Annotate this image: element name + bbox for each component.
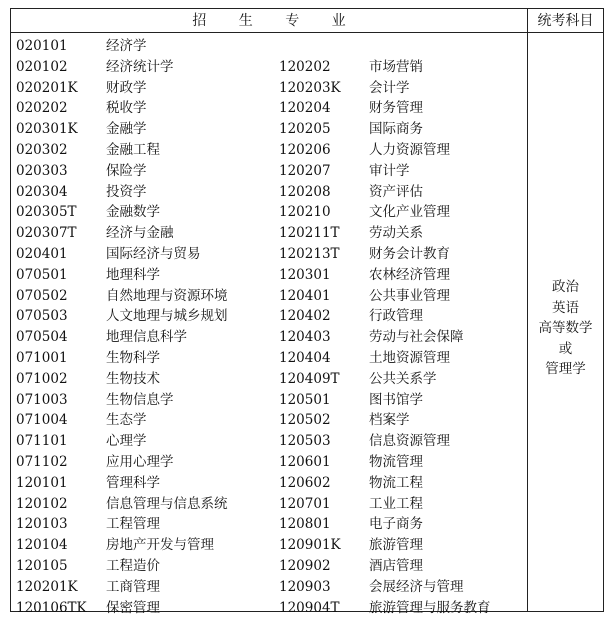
major-name: 金融学: [106, 121, 147, 138]
major-code: 020301K: [16, 121, 78, 138]
major-code: 120206: [279, 141, 331, 158]
major-name: 劳动与社会保障: [369, 329, 464, 346]
subject-item: 或: [558, 340, 573, 357]
major-row: [16, 286, 228, 307]
major-row: [279, 556, 491, 577]
major-code: 120903: [279, 578, 331, 595]
major-row: [279, 410, 491, 431]
major-row: [279, 327, 491, 348]
major-row: [16, 577, 228, 598]
major-name: 自然地理与资源环境: [106, 287, 228, 304]
major-name: 财务会计教育: [369, 245, 450, 262]
major-row: [279, 182, 491, 203]
major-row: [279, 244, 491, 265]
major-row: [279, 202, 491, 223]
major-row: [16, 452, 228, 473]
major-code: 120211T: [279, 225, 340, 242]
major-name: 旅游管理与服务教育: [369, 599, 491, 616]
major-row: [279, 598, 491, 619]
major-row: [16, 494, 228, 515]
majors-table: [10, 8, 604, 616]
major-code: 120102: [16, 495, 68, 512]
major-name: 财务管理: [369, 100, 423, 117]
major-row: [16, 161, 228, 182]
major-name: 经济学: [106, 38, 147, 54]
major-row: [279, 390, 491, 411]
major-name: 金融数学: [106, 204, 160, 221]
major-name: 金融工程: [106, 141, 160, 158]
major-name: 会展经济与管理: [369, 578, 464, 595]
major-row: [279, 161, 491, 182]
major-row: [279, 57, 491, 78]
major-name: 档案学: [369, 412, 410, 429]
major-name: 应用心理学: [106, 453, 174, 470]
major-row: [279, 514, 491, 535]
major-code: 020305T: [16, 204, 77, 221]
major-name: 资产评估: [369, 183, 423, 200]
major-code: 070503: [16, 308, 68, 325]
major-row: [16, 369, 228, 390]
major-row: [279, 119, 491, 140]
major-name: 投资学: [106, 183, 147, 200]
major-row: [16, 410, 228, 431]
major-code: 020101: [16, 38, 68, 54]
major-code: 071102: [16, 453, 68, 470]
major-row: [279, 348, 491, 369]
major-row: [16, 182, 228, 203]
major-code: 020201K: [16, 79, 78, 96]
major-name: 工业工程: [369, 495, 423, 512]
major-code: 070504: [16, 329, 68, 346]
subject-item: 管理学: [545, 361, 586, 377]
header-char: 招: [192, 13, 207, 29]
subject-item: 英语: [552, 299, 579, 316]
major-code: 120403: [279, 329, 331, 346]
major-name: 国际经济与贸易: [106, 245, 201, 262]
major-name: 工商管理: [106, 578, 160, 595]
major-code: 120106TK: [16, 599, 87, 616]
major-row: [16, 223, 228, 244]
major-row: [16, 598, 228, 619]
major-row: [16, 57, 228, 78]
major-name: 农林经济管理: [369, 266, 450, 283]
major-row: [16, 431, 228, 452]
major-code: 120503: [279, 433, 331, 450]
major-name: 工程管理: [106, 516, 160, 533]
major-row: [279, 494, 491, 515]
major-code: 120202: [279, 58, 331, 75]
major-code: 120402: [279, 308, 331, 325]
major-name: 保险学: [106, 162, 147, 179]
major-code: 020102: [16, 58, 68, 75]
major-name: 生物信息学: [106, 391, 174, 408]
major-name: 酒店管理: [369, 557, 423, 574]
major-name: 财政学: [106, 79, 147, 96]
major-row: [279, 577, 491, 598]
major-row: [16, 36, 228, 57]
major-row: [279, 78, 491, 99]
major-row: [279, 306, 491, 327]
major-row: [16, 202, 228, 223]
major-code: 120213T: [279, 245, 340, 262]
major-code: 120205: [279, 121, 331, 138]
major-row: [279, 98, 491, 119]
major-row: [279, 286, 491, 307]
major-row: [16, 98, 228, 119]
major-name: 会计学: [369, 79, 410, 96]
major-code: 120101: [16, 474, 68, 491]
major-code: 020304: [16, 183, 68, 200]
major-code: 071004: [16, 412, 68, 429]
major-name: 经济与金融: [106, 225, 174, 242]
major-code: 120801: [279, 516, 331, 533]
major-code: 120201K: [16, 578, 78, 595]
major-code: 120301: [279, 266, 331, 283]
major-row: [279, 535, 491, 556]
major-name: 税收学: [106, 100, 147, 117]
major-row: [279, 431, 491, 452]
subject-item: 政治: [552, 279, 579, 295]
major-name: 信息管理与信息系统: [106, 495, 228, 512]
major-code: 020202: [16, 100, 68, 117]
major-code: 120901K: [279, 537, 341, 554]
major-name: 人力资源管理: [369, 141, 450, 158]
major-row: [279, 452, 491, 473]
major-code: 071002: [16, 370, 68, 387]
major-name: 地理信息科学: [106, 329, 187, 346]
major-code: 120401: [279, 287, 331, 304]
major-name: 物流管理: [369, 453, 423, 470]
major-code: 070502: [16, 287, 68, 304]
major-code: 120207: [279, 162, 331, 179]
major-name: 文化产业管理: [369, 204, 450, 221]
major-name: 旅游管理: [369, 537, 423, 554]
major-code: 120203K: [279, 79, 341, 96]
major-code: 120404: [279, 349, 331, 366]
major-row: [16, 556, 228, 577]
major-row: [16, 140, 228, 161]
subject-item: 高等数学: [538, 320, 593, 336]
major-code: 020303: [16, 162, 68, 179]
major-name: 公共关系学: [369, 370, 437, 387]
header-char: 专: [285, 13, 300, 29]
major-code: 120204: [279, 100, 331, 117]
major-code: 071001: [16, 349, 68, 366]
major-code: 020307T: [16, 225, 77, 242]
major-row: [279, 369, 491, 390]
major-row: [279, 265, 491, 286]
major-row: [16, 473, 228, 494]
major-row: [279, 140, 491, 161]
major-row: [16, 514, 228, 535]
major-row: [16, 265, 228, 286]
major-code: 020302: [16, 141, 68, 158]
major-row: [16, 78, 228, 99]
header-subjects: 统考科目: [527, 9, 603, 33]
major-name: 保密管理: [106, 599, 160, 616]
major-code: 120105: [16, 557, 68, 574]
major-code: 070501: [16, 266, 68, 283]
major-name: 电子商务: [369, 516, 423, 533]
major-row: [16, 306, 228, 327]
major-name: 生态学: [106, 412, 147, 429]
major-name: 市场营销: [369, 58, 423, 75]
major-name: 心理学: [106, 433, 147, 450]
major-name: 信息资源管理: [369, 433, 450, 450]
left-major-list: [16, 36, 228, 618]
major-code: 120103: [16, 516, 68, 533]
major-code: 071101: [16, 433, 68, 450]
major-row: [16, 535, 228, 556]
major-code: 120902: [279, 557, 331, 574]
header-char: 生: [238, 13, 253, 29]
major-name: 生物科学: [106, 349, 160, 366]
major-name: 劳动关系: [369, 225, 423, 242]
major-name: 人文地理与城乡规划: [106, 308, 228, 325]
major-name: 地理科学: [106, 266, 160, 283]
major-name: 生物技术: [106, 370, 160, 387]
major-name: 公共事业管理: [369, 287, 450, 304]
subjects-list: [528, 277, 603, 380]
major-code: 120904T: [279, 599, 340, 616]
major-name: 图书馆学: [369, 391, 423, 408]
major-code: 020401: [16, 245, 68, 262]
major-code: 120104: [16, 537, 68, 554]
major-code: 120602: [279, 474, 331, 491]
major-name: 土地资源管理: [369, 349, 450, 366]
major-name: 管理科学: [106, 474, 160, 491]
major-name: 房地产开发与管理: [106, 537, 214, 554]
major-code: 120501: [279, 391, 331, 408]
major-row: [16, 119, 228, 140]
major-name: 审计学: [369, 162, 410, 179]
major-code: 120208: [279, 183, 331, 200]
subjects-cell: [527, 33, 603, 611]
major-code: 071003: [16, 391, 68, 408]
major-row: [16, 390, 228, 411]
major-code: 120601: [279, 453, 331, 470]
major-name: 物流工程: [369, 474, 423, 491]
major-code: 120409T: [279, 370, 340, 387]
major-name: 经济统计学: [106, 58, 174, 75]
major-name: 国际商务: [369, 121, 423, 138]
major-row: [16, 244, 228, 265]
header-char: 业: [331, 13, 346, 29]
major-row: [279, 223, 491, 244]
major-row: [16, 327, 228, 348]
major-code: 120502: [279, 412, 331, 429]
major-code: 120210: [279, 204, 331, 221]
major-code: 120701: [279, 495, 331, 512]
major-row: [16, 348, 228, 369]
major-name: 行政管理: [369, 308, 423, 325]
header-majors: [11, 9, 527, 33]
major-row: [279, 473, 491, 494]
major-name: 工程造价: [106, 557, 160, 574]
right-major-list: [279, 57, 491, 619]
